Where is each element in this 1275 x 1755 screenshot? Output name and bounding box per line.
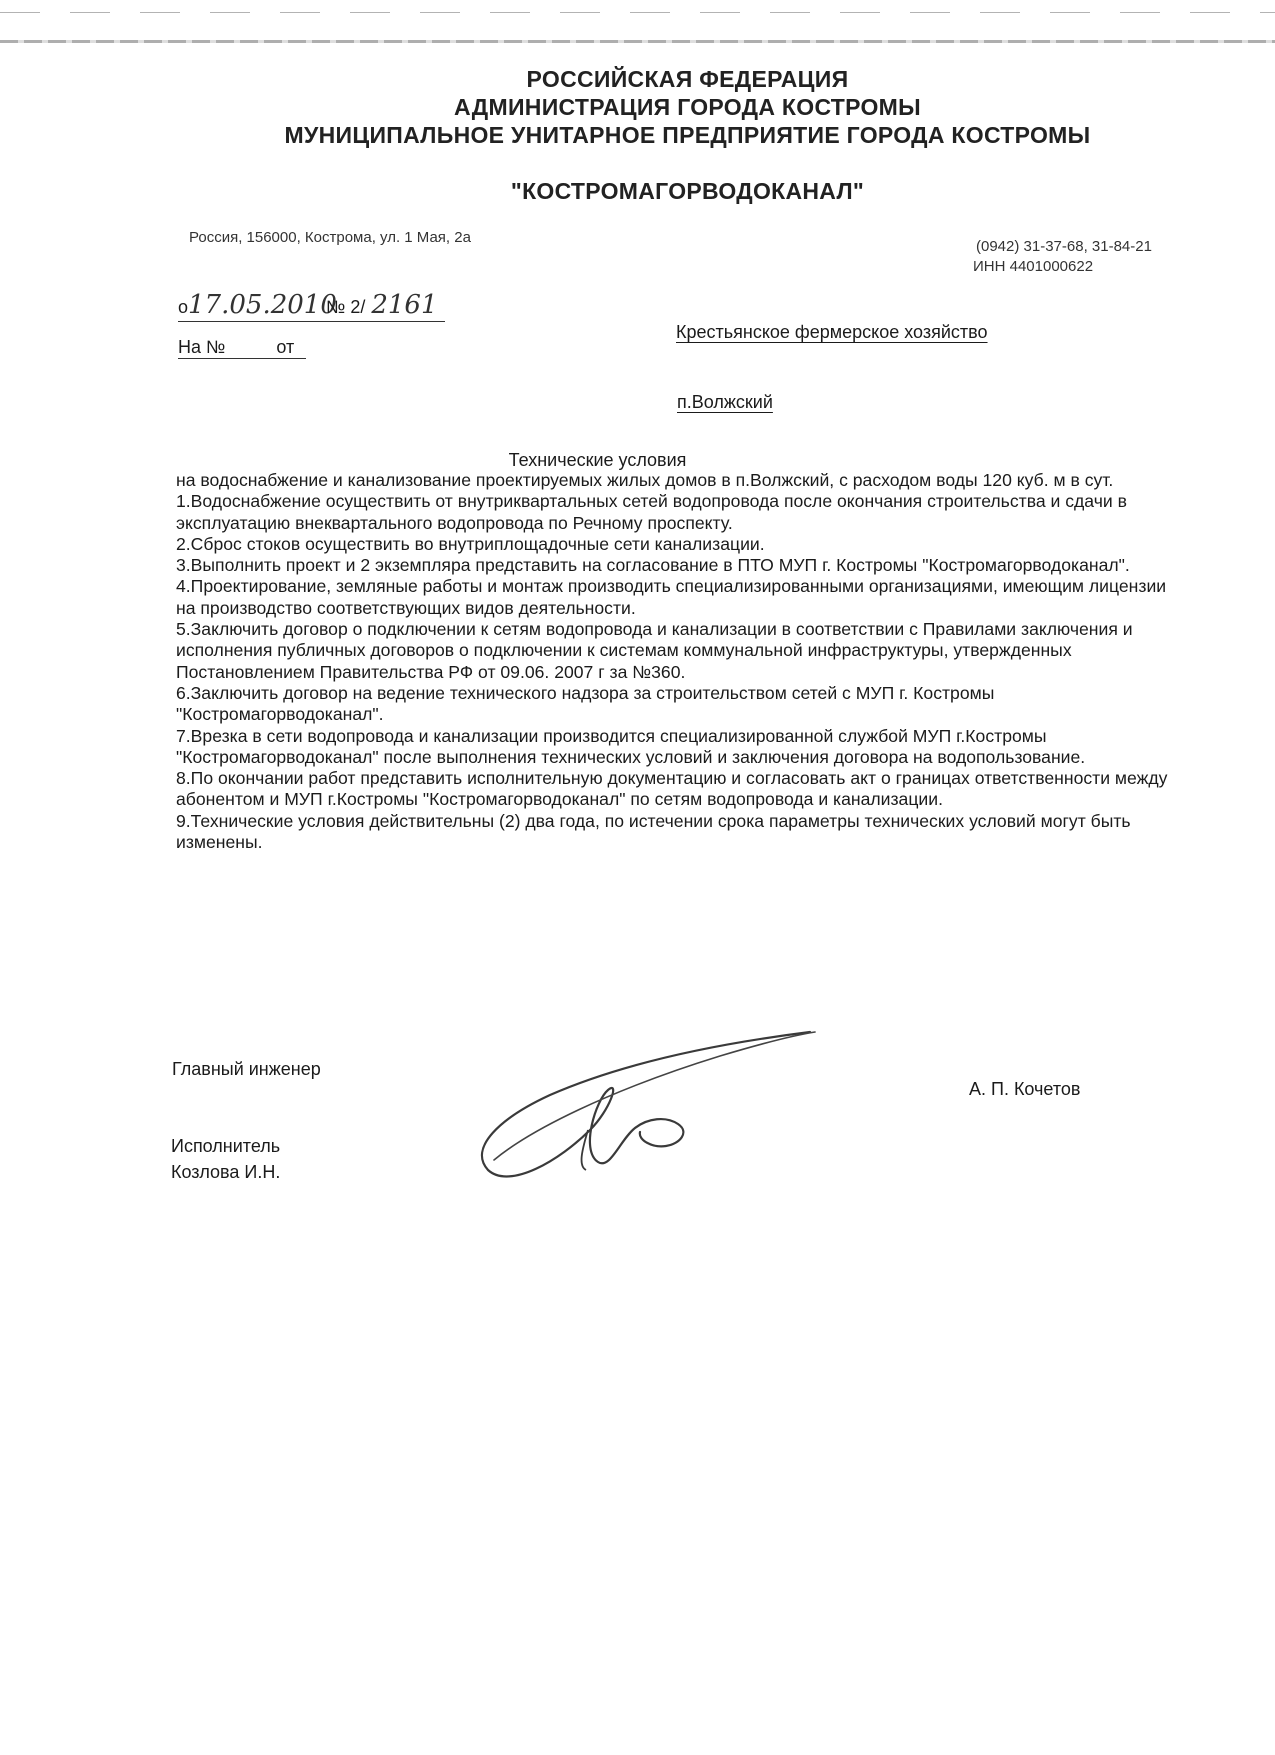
header-org-name: "КОСТРОМАГОРВОДОКАНАЛ": [510, 178, 865, 204]
body-item-7: 7.Врезка в сети водопровода и канализации производится специализированной службой МУП г.Костромы "Костромагорводоканал" после выполнения технических условий и заключения договора на водопользование.: [176, 725, 1086, 767]
executor-block: [171, 1133, 280, 1185]
outgoing-reference: [178, 290, 445, 322]
header-enterprise: МУНИЦИПАЛЬНОЕ УНИТАРНОЕ ПРЕДПРИЯТИЕ ГОРОДА КОСТРОМЫ: [284, 122, 1091, 148]
reply-reference: [178, 337, 306, 359]
body-item-8: 8.По окончании работ представить исполнительную документацию и согласовать акт о границах ответственности между абонентом и МУП г.Костромы "Костромагорводоканал" по сетям водопровода и канализации.: [176, 768, 1168, 810]
org-address: Россия, 156000, Кострома, ул. 1 Мая, 2а: [189, 229, 471, 246]
body-item-6: 6.Заключить договор на ведение технического надзора за строительством сетей с МУП г. Костромы "Костромагорводоканал".: [176, 682, 995, 725]
body-intro: на водоснабжение и канализование проектируемых жилых домов в п.Волжский, с расходом воды 120 куб. м в сут.: [176, 470, 1114, 490]
body-item-3: 3.Выполнить проект и 2 экземпляра представить на согласование в ПТО МУП г. Костромы "Костромагорводоканал".: [176, 555, 1130, 576]
body-item-5: 5.Заключить договор о подключении к сетям водопровода и канализации в соответствии с Правилами заключения и исполнения публичных договоров о подключении к системам коммунальной инфраструктуры, утвержденных Постановлением Правительства РФ от 09.06. 2007 г за №360.: [176, 619, 1133, 682]
outgoing-prefix: о: [178, 297, 189, 317]
body-item-4: 4.Проектирование, земляные работы и монтаж производить специализированными организациями, имеющим лицензии на производство соответствующих видов деятельности.: [176, 576, 1167, 618]
outgoing-number-label: № 2/: [326, 297, 366, 317]
body-item-1: 1.Водоснабжение осуществить от внутриквартальных сетей водопровода после окончания строительства и сдачи в эксплуатацию внеквартального водопровода по Речному проспекту.: [176, 491, 1127, 533]
reply-number-label: На №: [178, 337, 226, 357]
document-body: [176, 470, 1188, 853]
executor-name: Козлова И.Н.: [171, 1162, 281, 1182]
signatory-name: А. П. Кочетов: [969, 1079, 1081, 1099]
executor-label: Исполнитель: [171, 1136, 281, 1156]
document-title: Технические условия: [508, 450, 687, 470]
outgoing-number: 2161: [371, 290, 438, 320]
handwritten-signature: [470, 1020, 830, 1190]
body-item-9: 9.Технические условия действительны (2) два года, по истечении срока параметры технических условий могут быть изменены.: [176, 810, 1131, 853]
org-phone: (0942) 31-37-68, 31-84-21: [976, 238, 1152, 255]
header-administration: АДМИНИСТРАЦИЯ ГОРОДА КОСТРОМЫ: [454, 94, 921, 120]
recipient-place: п.Волжский: [677, 392, 773, 412]
body-item-2: 2.Сброс стоков осуществить во внутриплощадочные сети канализации.: [176, 533, 765, 554]
scan-artifact: [0, 12, 1275, 13]
org-inn: ИНН 4401000622: [973, 258, 1094, 275]
outgoing-date: 17.05.2010: [188, 290, 337, 320]
signatory-role: Главный инженер: [172, 1059, 321, 1079]
reply-from-label: от: [276, 337, 295, 357]
scan-artifact: [0, 40, 1275, 43]
recipient-name: Крестьянское фермерское хозяйство: [676, 322, 988, 342]
header-country: РОССИЙСКАЯ ФЕДЕРАЦИЯ: [526, 66, 849, 92]
